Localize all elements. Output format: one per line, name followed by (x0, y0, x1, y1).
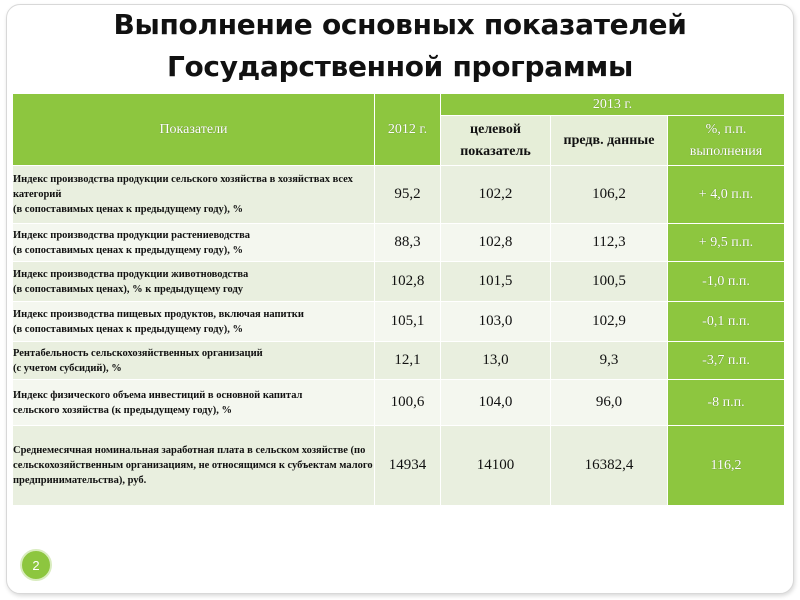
value-prelim: 100,5 (551, 262, 668, 302)
value-pct: -8 п.п. (668, 380, 785, 426)
value-2012: 102,8 (375, 262, 441, 302)
value-prelim: 96,0 (551, 380, 668, 426)
value-prelim: 102,9 (551, 302, 668, 342)
header-prelim: предв. данные (551, 116, 668, 166)
value-2012: 12,1 (375, 342, 441, 380)
value-target: 102,2 (441, 166, 551, 224)
header-target: целевой показатель (441, 116, 551, 166)
table-row (13, 426, 785, 506)
row-indicator: Индекс производства продукции животноводства (в сопоставимых ценах), % к предыдущему году (13, 262, 375, 302)
table-row (13, 262, 785, 302)
value-pct: -3,7 п.п. (668, 342, 785, 380)
value-pct: + 9,5 п.п. (668, 224, 785, 262)
header-indicators: Показатели (13, 94, 375, 166)
value-target: 103,0 (441, 302, 551, 342)
indicators-table (12, 93, 785, 506)
header-2013: 2013 г. (441, 94, 785, 116)
table-row (13, 302, 785, 342)
row-indicator: Индекс физического объема инвестиций в основной капитал сельского хозяйства (к предыдущему году), % (13, 380, 375, 426)
row-indicator: Среднемесячная номинальная заработная плата в сельском хозяйстве (по сельскохозяйственным организациям, не относящимся к субъектам малого предпринимательства), руб. (13, 426, 375, 506)
value-2012: 100,6 (375, 380, 441, 426)
value-prelim: 106,2 (551, 166, 668, 224)
value-target: 104,0 (441, 380, 551, 426)
table-row (13, 224, 785, 262)
table-row (13, 166, 785, 224)
value-2012: 14934 (375, 426, 441, 506)
header-2012: 2012 г. (375, 94, 441, 166)
value-pct: + 4,0 п.п. (668, 166, 785, 224)
row-indicator: Рентабельность сельскохозяйственных организаций (с учетом субсидий), % (13, 342, 375, 380)
value-target: 101,5 (441, 262, 551, 302)
table-row (13, 342, 785, 380)
row-indicator: Индекс производства продукции растениеводства (в сопоставимых ценах к предыдущему году), % (13, 224, 375, 262)
title-line-2: Государственной программы (166, 50, 634, 83)
value-pct: -1,0 п.п. (668, 262, 785, 302)
value-target: 14100 (441, 426, 551, 506)
row-indicator: Индекс производства продукции сельского хозяйства в хозяйствах всех категорий (в сопоставимых ценах к предыдущему году), % (13, 166, 375, 224)
page-number-badge: 2 (20, 549, 52, 581)
value-2012: 88,3 (375, 224, 441, 262)
row-indicator: Индекс производства пищевых продуктов, включая напитки (в сопоставимых ценах к предыдущему году), % (13, 302, 375, 342)
title-line-1: Выполнение основных показателей (113, 8, 687, 41)
value-2012: 105,1 (375, 302, 441, 342)
value-target: 13,0 (441, 342, 551, 380)
value-prelim: 9,3 (551, 342, 668, 380)
header-pct: %, п.п. выполнения (668, 116, 785, 166)
value-pct: 116,2 (668, 426, 785, 506)
value-prelim: 16382,4 (551, 426, 668, 506)
value-prelim: 112,3 (551, 224, 668, 262)
value-target: 102,8 (441, 224, 551, 262)
value-pct: -0,1 п.п. (668, 302, 785, 342)
table-row (13, 380, 785, 426)
slide-title (0, 4, 800, 88)
value-2012: 95,2 (375, 166, 441, 224)
